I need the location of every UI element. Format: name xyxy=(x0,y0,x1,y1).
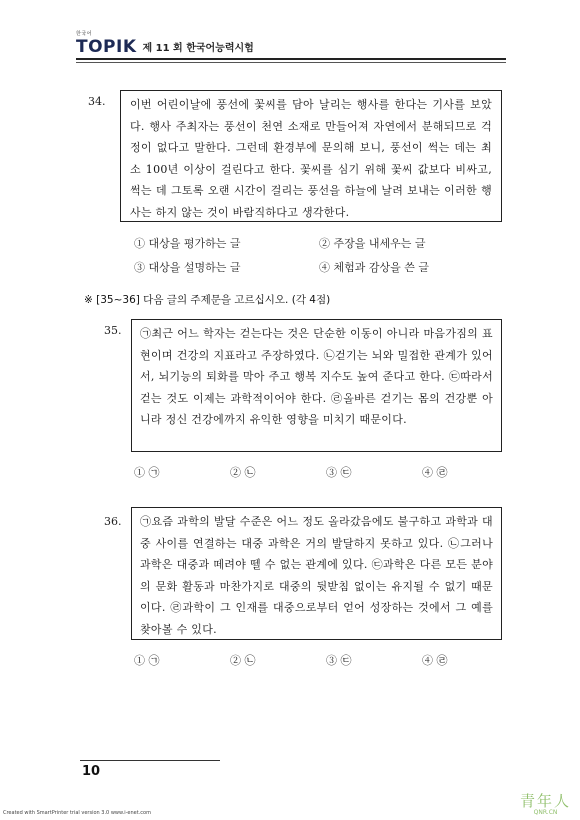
question-35-number: 35. xyxy=(104,324,122,337)
question-34-option-2[interactable]: ② 주장을 내세우는 글 xyxy=(319,237,426,250)
topik-logo xyxy=(76,31,137,57)
question-34-option-1[interactable]: ① 대상을 평가하는 글 xyxy=(134,237,241,250)
question-34-number: 34. xyxy=(88,95,106,108)
watermark-sub-text: QNR.CN xyxy=(533,809,558,816)
question-35-options xyxy=(134,464,518,480)
question-34-options xyxy=(134,235,504,275)
header-divider xyxy=(76,58,506,60)
question-36-option-3[interactable]: ③ ㉢ xyxy=(326,654,352,667)
question-34-option-4[interactable]: ④ 체험과 감상을 쓴 글 xyxy=(319,261,429,274)
question-36-option-2[interactable]: ② ㉡ xyxy=(230,654,256,667)
question-34-passage: 이번 어린이날에 풍선에 꽃씨를 담아 날리는 행사를 한다는 기사를 보았다. 행사 주최자는 풍선이 천연 소재로 만들어져 자연에서 분해되므로 걱정이 없다고 말한다. 그런데 환경부에 문의해 보니, 풍선이 썩는 데는 최소 100년 이상이 걸린다고 한다. 꽃씨를 심기 위해 꽃씨 값보다 비싸고, 썩는 데 그토록 오랜 시간이 걸리는 풍선을 하늘에 날려 보내는 이러한 행사는 하지 않는 것이 바람직하다고 생각한다. xyxy=(130,98,492,219)
question-36-passage: ㉠요즘 과학의 발달 수준은 어느 정도 올라갔음에도 불구하고 과학과 대중 사이를 연결하는 대중 과학은 거의 발달하지 못하고 있다. ㉡그러나 과학은 대중과 떼려야 뗄 수 없는 관계에 있다. ㉢과학은 다른 모든 분야의 문화 활동과 마찬가지로 대중의 뒷받침 없이는 유지될 수 없기 때문이다. ㉣과학이 그 인재를 대중으로부터 얻어 성장하는 것에서 그 예를 찾아볼 수 있다. xyxy=(140,515,493,636)
question-36-passage-box xyxy=(131,507,502,640)
question-35-passage-box xyxy=(131,319,502,452)
question-36-option-1[interactable]: ① ㉠ xyxy=(134,654,160,667)
page-number: 10 xyxy=(82,764,101,779)
section-instruction: ※ [35~36] 다음 글의 주제문을 고르십시오. (각 4점) xyxy=(84,294,331,306)
watermark-main-text: 青年人 xyxy=(520,792,572,810)
question-35-option-3[interactable]: ③ ㉢ xyxy=(326,466,352,479)
question-35-option-1[interactable]: ① ㉠ xyxy=(134,466,160,479)
footer-divider xyxy=(80,760,220,761)
question-36-number: 36. xyxy=(104,515,122,528)
question-35-option-4[interactable]: ④ ㉣ xyxy=(422,466,448,479)
exam-title: 제 11 회 한국어능력시험 xyxy=(142,43,254,54)
question-34-passage-box xyxy=(120,90,502,222)
question-36-option-4[interactable]: ④ ㉣ xyxy=(422,654,448,667)
printer-credit: Created with SmartPrinter trial version 3.0 www.i-enet.com xyxy=(3,810,151,816)
logo-small-text: 한국어 xyxy=(76,31,92,37)
logo-text: TOPIK xyxy=(76,37,137,57)
site-watermark xyxy=(520,793,571,817)
question-35-passage: ㉠최근 어느 학자는 걷는다는 것은 단순한 이동이 아니라 마음가짐의 표현이며 건강의 지표라고 주장하였다. ㉡걷기는 뇌와 밀접한 관계가 있어서, 뇌기능의 퇴화를 막아 주고 행복 지수도 높여 준다고 한다. ㉢따라서 걷는 것도 이제는 과학적이어야 한다. ㉣올바른 걷기는 몸의 건강뿐 아니라 정신 건강에까지 유익한 영향을 미치기 때문이다. xyxy=(140,327,493,426)
question-35-option-2[interactable]: ② ㉡ xyxy=(230,466,256,479)
header-divider-thin xyxy=(76,62,506,63)
question-36-options xyxy=(134,652,518,668)
page-header xyxy=(76,31,254,57)
question-34-option-3[interactable]: ③ 대상을 설명하는 글 xyxy=(134,261,241,274)
